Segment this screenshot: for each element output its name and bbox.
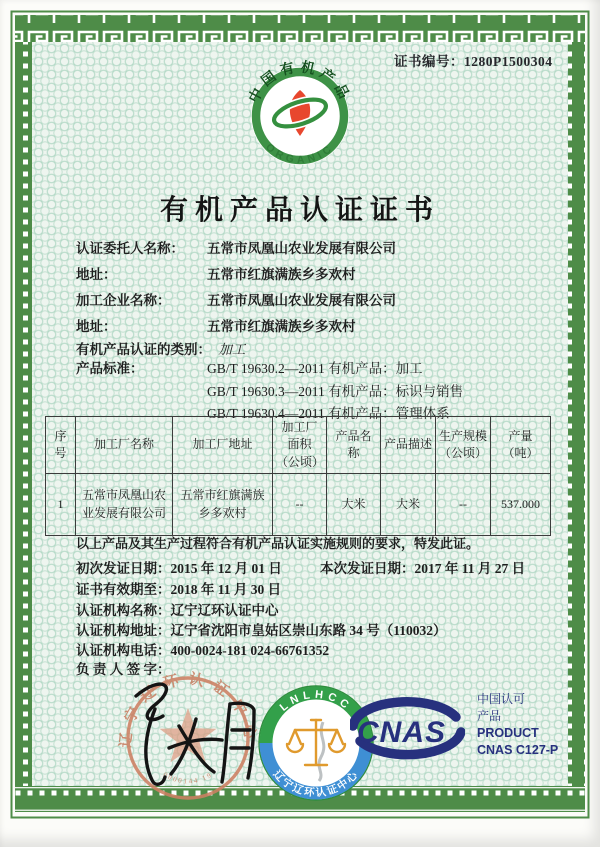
first-issue	[76, 561, 282, 576]
field-consignor-label: 认证委托人名称：	[76, 241, 184, 256]
cell-factory-name: 五常市凤凰山农业发展有限公司	[76, 474, 173, 536]
signature-label: 负 责 人 签 字：	[76, 662, 171, 677]
seal-ring-text: 辽宁辽环认证中心	[118, 671, 258, 749]
certificate-number	[394, 50, 553, 70]
field-address1	[76, 263, 556, 283]
current-issue-label: 本次发证日期：	[320, 561, 415, 576]
field-standard-2: GB/T 19630.3—2011 有机产品：标识与销售	[207, 384, 464, 399]
body-name-value: 辽宁辽环认证中心	[170, 603, 279, 618]
col-header-output: 产量（吨）	[491, 417, 551, 474]
field-address2-value: 五常市红旗满族乡多欢村	[207, 319, 356, 334]
table-row	[46, 474, 551, 536]
certificate-number-value: 1280P1500304	[464, 54, 553, 69]
handwritten-signature	[118, 664, 268, 799]
validity-date: 2018 年 11 月 30 日	[170, 582, 282, 597]
field-address2	[76, 315, 556, 335]
logo-arc-bottom-text: ORGANIC	[263, 141, 337, 167]
field-category-value: 加工	[218, 342, 246, 357]
seal-serial: 0000144 19	[161, 770, 215, 786]
validity-row	[76, 578, 281, 598]
col-header-factory-address: 加工厂地址	[173, 417, 273, 474]
body-name-label: 认证机构名称：	[76, 603, 171, 618]
field-consignor-value: 五常市凤凰山农业发展有限公司	[207, 241, 396, 256]
body-address-row	[76, 619, 447, 639]
field-consignor	[76, 237, 556, 257]
col-header-product-desc: 产品描述	[381, 417, 436, 474]
field-category-label: 有机产品认证的类别：	[76, 342, 211, 357]
body-name-row	[76, 599, 279, 619]
cnas-logo	[350, 690, 465, 765]
validity-label: 证书有效期至：	[76, 582, 171, 597]
certificate-title: 有机产品认证证书	[159, 195, 440, 226]
cell-product-desc: 大米	[381, 474, 436, 536]
field-address2-label: 地址：	[76, 319, 117, 334]
col-header-factory-name: 加工厂名称	[76, 417, 173, 474]
logo-arc-top-text: 中国有机产品	[246, 60, 354, 106]
current-issue-date: 2017 年 11 月 27 日	[414, 561, 526, 576]
body-phone-row	[76, 639, 329, 659]
col-header-index: 序号	[46, 417, 76, 474]
field-standard-1: GB/T 19630.2—2011 有机产品：加工	[207, 361, 423, 376]
cell-product-name: 大米	[327, 474, 381, 536]
col-header-product-name: 产品名称	[327, 417, 381, 474]
body-address-value: 辽宁省沈阳市皇姑区崇山东路 34 号（110032）	[170, 623, 447, 638]
lnlhcc-arc-bottom-text: 辽宁辽环认证中心	[270, 768, 362, 800]
field-standards-label: 产品标准：	[76, 361, 144, 376]
cell-factory-area: --	[273, 474, 327, 536]
cnas-line-code: CNAS C127-P	[477, 743, 559, 757]
cnas-wordmark: CNAS	[357, 716, 447, 749]
field-processor-label: 加工企业名称：	[76, 293, 171, 308]
products-table	[45, 416, 551, 536]
field-address1-value: 五常市红旗满族乡多欢村	[207, 267, 356, 282]
col-header-factory-area: 加工厂面积（公顷）	[273, 417, 327, 474]
field-category	[76, 338, 556, 358]
lnlhcc-arc-top-text: LNLHCC	[277, 688, 355, 714]
field-processor	[76, 289, 556, 309]
col-header-scale: 生产规模（公顷）	[436, 417, 491, 474]
cnas-accreditation-block	[477, 691, 558, 759]
issue-dates-row	[76, 557, 526, 577]
cell-index: 1	[46, 474, 76, 536]
table-header-row	[46, 417, 551, 474]
first-issue-label: 初次发证日期：	[76, 561, 171, 576]
field-standard-3: GB/T 19630.4—2011 有机产品：管理体系	[207, 406, 450, 421]
cnas-line-cn1: 中国认可	[477, 692, 526, 706]
organic-product-logo	[233, 58, 367, 174]
body-phone-value: 400-0024-181 024-66761352	[170, 643, 330, 658]
cnas-line-product: PRODUCT	[477, 726, 539, 740]
declaration-text: 以上产品及其生产过程符合有机产品认证实施规则的要求，特发此证。	[76, 536, 480, 551]
field-standards	[76, 357, 556, 377]
field-address1-label: 地址：	[76, 267, 117, 282]
cell-output: 537.000	[491, 474, 551, 536]
cell-scale: --	[436, 474, 491, 536]
body-address-label: 认证机构地址：	[76, 623, 171, 638]
certificate-number-label: 证书编号：	[394, 54, 464, 69]
current-issue	[320, 557, 525, 577]
first-issue-date: 2015 年 12 月 01 日	[170, 561, 282, 576]
cell-factory-address: 五常市红旗满族乡多欢村	[173, 474, 273, 536]
cnas-line-cn2: 产品	[477, 709, 502, 723]
field-processor-value: 五常市凤凰山农业发展有限公司	[207, 293, 396, 308]
body-phone-label: 认证机构电话：	[76, 643, 171, 658]
